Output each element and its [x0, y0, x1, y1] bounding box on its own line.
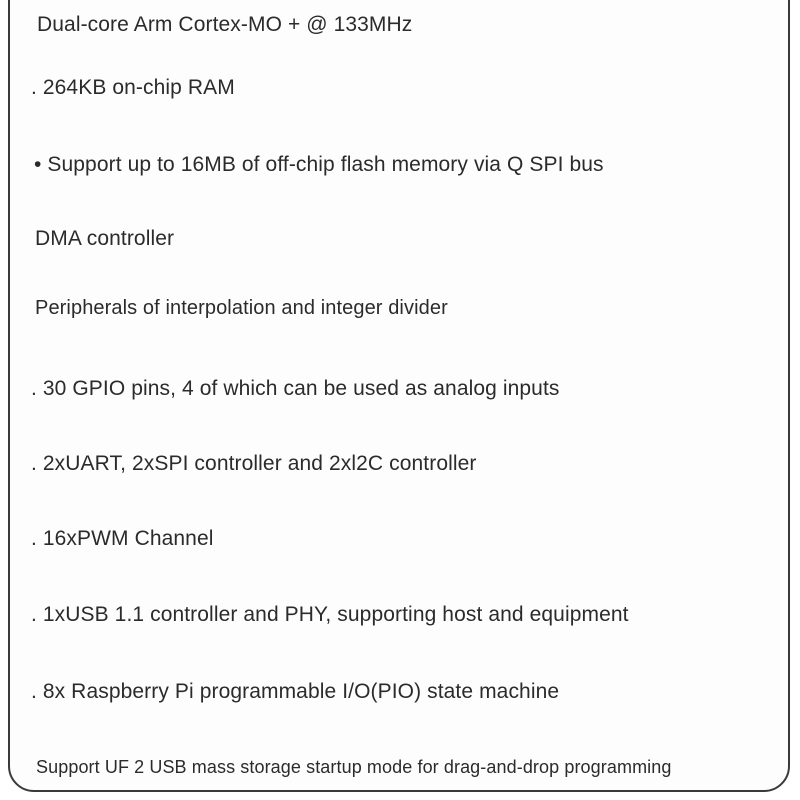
spec-item-ram: . 264KB on-chip RAM — [31, 76, 235, 99]
spec-item-flash: • Support up to 16MB of off-chip flash memory via Q SPI bus — [34, 153, 604, 176]
spec-item-peripherals: Peripherals of interpolation and integer divider — [35, 297, 448, 319]
spec-item-uf2: Support UF 2 USB mass storage startup mode for drag-and-drop programming — [36, 757, 672, 777]
spec-item-usb: . 1xUSB 1.1 controller and PHY, supporting host and equipment — [31, 603, 629, 626]
spec-item-gpio: . 30 GPIO pins, 4 of which can be used as analog inputs — [31, 377, 560, 400]
spec-item-pio: . 8x Raspberry Pi programmable I/O(PIO) state machine — [31, 680, 560, 703]
spec-item-pwm: . 16xPWM Channel — [31, 527, 214, 550]
spec-item-dma: DMA controller — [35, 227, 175, 250]
spec-item-uart-spi-i2c: . 2xUART, 2xSPI controller and 2xl2C controller — [31, 452, 477, 475]
spec-item-cpu: Dual-core Arm Cortex-MO + @ 133MHz — [37, 13, 413, 36]
